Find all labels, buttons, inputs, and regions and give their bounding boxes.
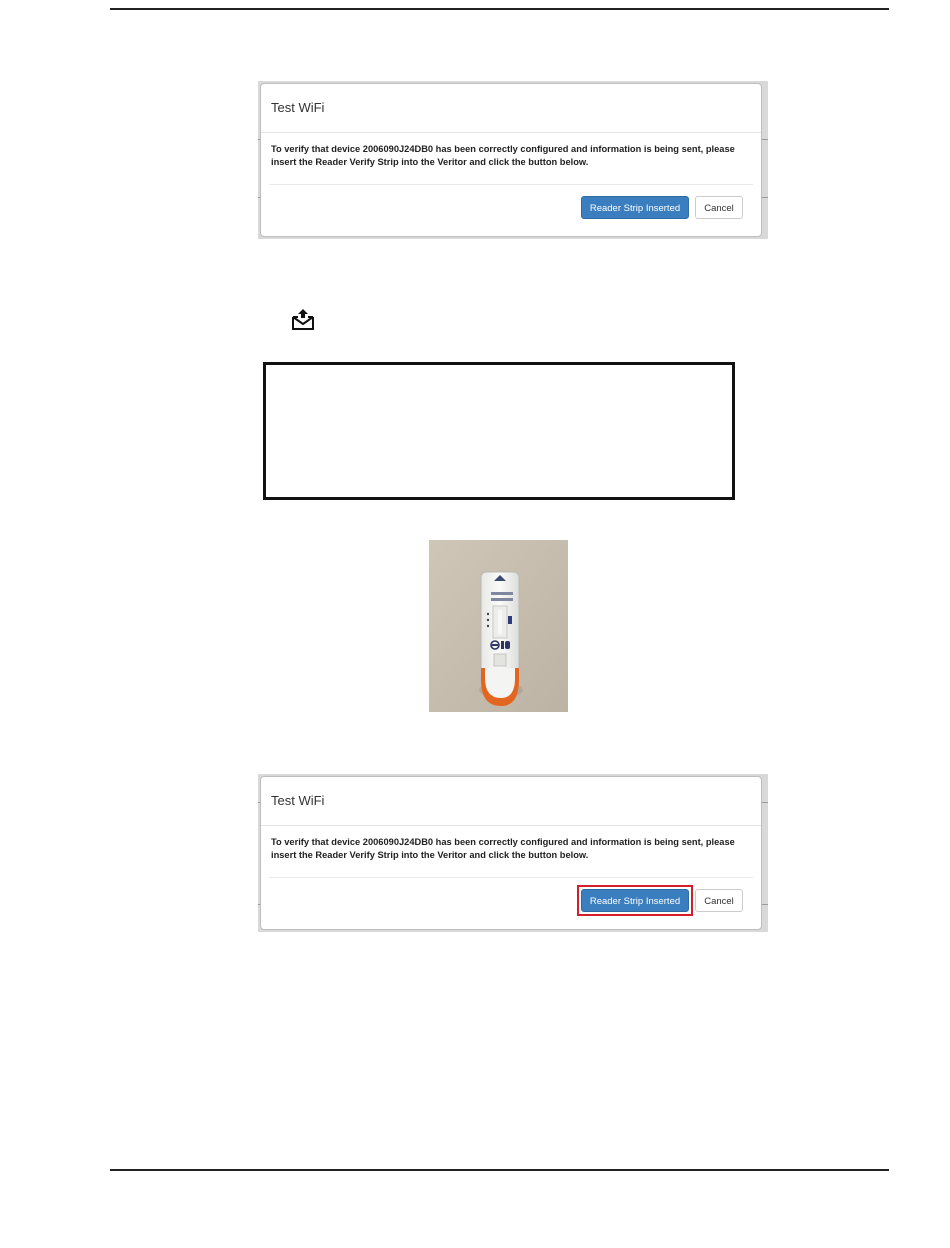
dialog-message: To verify that device 2006090J24DB0 has been correctly configured and information is being sent, please insert the Reader Verify Strip into the Veritor and click the button below. bbox=[271, 837, 735, 860]
reader-verify-strip-photo bbox=[429, 540, 568, 712]
button-highlight-callout bbox=[577, 885, 693, 916]
note-box bbox=[263, 362, 735, 500]
cancel-button[interactable]: Cancel bbox=[695, 196, 743, 219]
dialog-screenshot-1 bbox=[258, 81, 768, 239]
dialog-message: To verify that device 2006090J24DB0 has been correctly configured and information is being sent, please insert the Reader Verify Strip into the Veritor and click the button below. bbox=[271, 144, 735, 167]
test-wifi-dialog bbox=[260, 83, 762, 237]
dialog-title: Test WiFi bbox=[271, 100, 325, 115]
dialog-screenshot-2 bbox=[258, 774, 768, 932]
send-tray-icon bbox=[290, 307, 316, 333]
header-rule bbox=[110, 8, 889, 10]
cancel-button[interactable]: Cancel bbox=[695, 889, 743, 912]
footer-rule bbox=[110, 1169, 889, 1171]
reader-strip-inserted-button[interactable]: Reader Strip Inserted bbox=[581, 889, 689, 912]
dialog-title: Test WiFi bbox=[271, 793, 325, 808]
reader-strip-inserted-button[interactable]: Reader Strip Inserted bbox=[581, 196, 689, 219]
test-wifi-dialog bbox=[260, 776, 762, 930]
